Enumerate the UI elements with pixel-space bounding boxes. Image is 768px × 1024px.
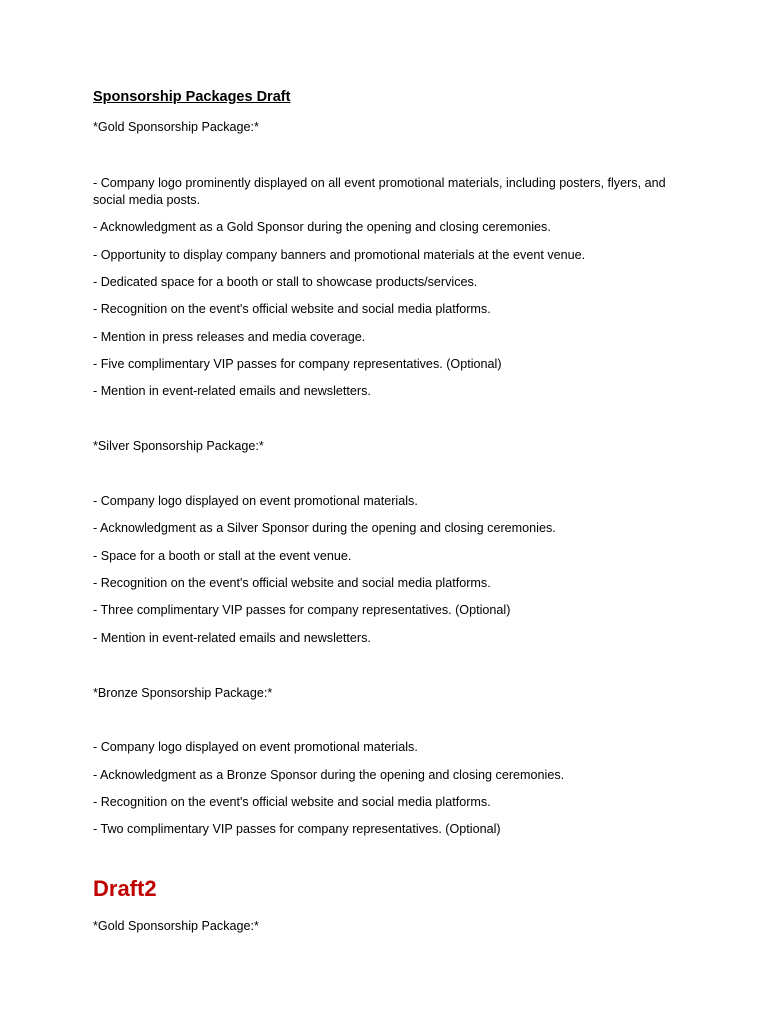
- gold-item-3: - Opportunity to display company banners and promotional materials at the event venue.: [93, 248, 586, 262]
- gold-item-6: - Mention in press releases and media coverage.: [93, 330, 366, 344]
- gold-item-2: - Acknowledgment as a Gold Sponsor during the opening and closing ceremonies.: [93, 220, 551, 234]
- bronze-item-4: - Two complimentary VIP passes for company representatives. (Optional): [93, 822, 501, 836]
- silver-item-6: - Mention in event-related emails and newsletters.: [93, 631, 371, 645]
- gold-item-1: - Company logo prominently displayed on all event promotional materials, including posters, flyers, and social media posts.: [93, 176, 666, 207]
- gold-package-heading: *Gold Sponsorship Package:*: [93, 120, 259, 134]
- bronze-item-3: - Recognition on the event's official website and social media platforms.: [93, 795, 491, 809]
- draft2-heading: Draft2: [93, 876, 157, 901]
- silver-item-1: - Company logo displayed on event promotional materials.: [93, 494, 418, 508]
- bronze-item-1: - Company logo displayed on event promotional materials.: [93, 740, 418, 754]
- silver-item-4: - Recognition on the event's official website and social media platforms.: [93, 576, 491, 590]
- silver-item-2: - Acknowledgment as a Silver Sponsor during the opening and closing ceremonies.: [93, 521, 556, 535]
- gold-item-5: - Recognition on the event's official website and social media platforms.: [93, 302, 491, 316]
- draft2-gold-package-heading: *Gold Sponsorship Package:*: [93, 919, 259, 933]
- silver-item-5: - Three complimentary VIP passes for company representatives. (Optional): [93, 603, 511, 617]
- gold-item-7: - Five complimentary VIP passes for company representatives. (Optional): [93, 357, 502, 371]
- silver-item-3: - Space for a booth or stall at the event venue.: [93, 549, 352, 563]
- silver-package-heading: *Silver Sponsorship Package:*: [93, 439, 264, 453]
- gold-item-8: - Mention in event-related emails and newsletters.: [93, 384, 371, 398]
- bronze-item-2: - Acknowledgment as a Bronze Sponsor during the opening and closing ceremonies.: [93, 768, 565, 782]
- document-title: Sponsorship Packages Draft: [93, 89, 291, 105]
- gold-item-4: - Dedicated space for a booth or stall to showcase products/services.: [93, 275, 478, 289]
- bronze-package-heading: *Bronze Sponsorship Package:*: [93, 686, 273, 700]
